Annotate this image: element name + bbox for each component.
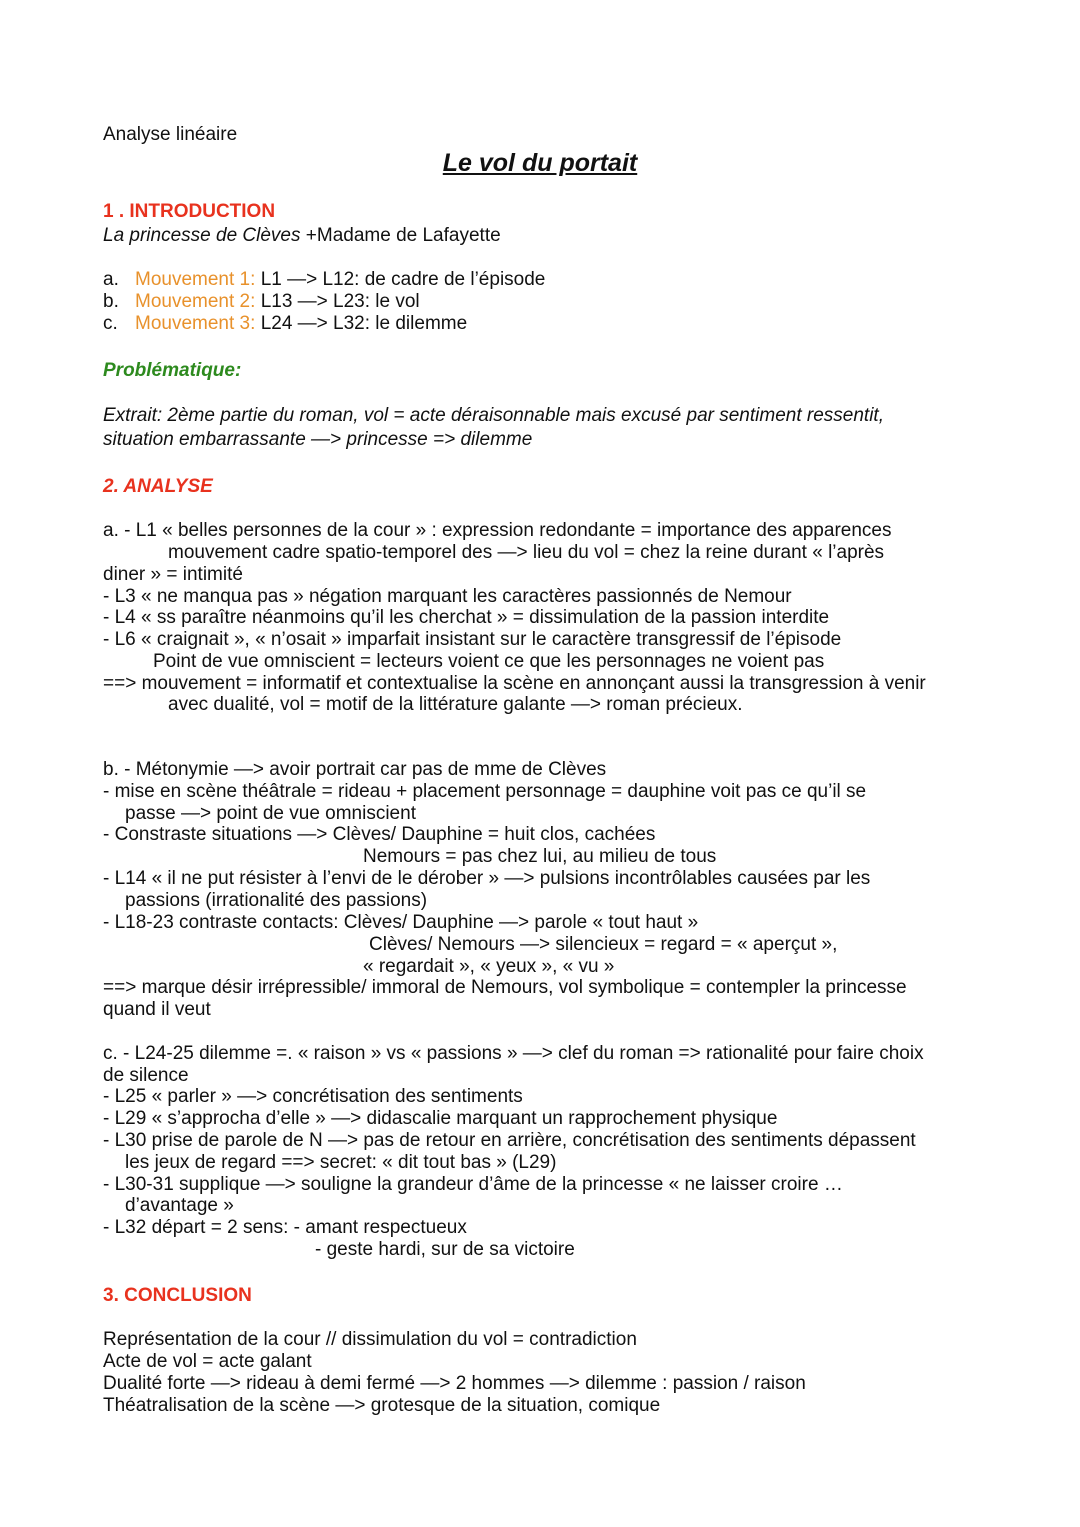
analyse-c-line: - geste hardi, sur de sa victoire [315,1239,575,1260]
conclusion-line: Théatralisation de la scène —> grotesque de la situation, comique [103,1395,661,1416]
analyse-a-line: a. - L1 « belles personnes de la cour » : expression redondante = importance des apparences [103,520,892,541]
analyse-c-line: - L25 « parler » —> concrétisation des sentiments [103,1086,523,1107]
analyse-b-line: ==> marque désir irrépressible/ immoral de Nemours, vol symbolique = contempler la princesse [103,977,907,998]
conclusion-line: Représentation de la cour // dissimulation du vol = contradiction [103,1329,637,1350]
analyse-b-line: Clèves/ Nemours —> silencieux = regard = « aperçut », [369,934,838,955]
movement-detail: L1 —> L12: de cadre de l’épisode [260,269,546,290]
introduction-work-line [103,225,501,247]
analyse-b-line: Nemours = pas chez lui, au milieu de tous [363,846,717,867]
movement-marker: c. [103,313,118,334]
introduction-heading: 1 . INTRODUCTION [103,201,276,222]
analyse-c-line: - L29 « s’approcha d’elle » —> didascalie marquant un rapprochement physique [103,1108,778,1129]
analyse-a-line: avec dualité, vol = motif de la littérature galante —> roman précieux. [168,694,743,715]
analyse-a-line: mouvement cadre spatio-temporel des —> lieu du vol = chez la reine durant « l’après [168,542,885,563]
movement-name: Mouvement 1: [135,269,256,290]
analyse-a-line: ==> mouvement = informatif et contextualise la scène en annonçant aussi la transgression à venir [103,673,926,694]
analyse-c-line: - L30-31 supplique —> souligne la grandeur d’âme de la princesse « ne laisser croire … [103,1174,843,1195]
analyse-b-line: quand il veut [103,999,211,1020]
analyse-b-line: b. - Métonymie —> avoir portrait car pas de mme de Clèves [103,759,607,780]
conclusion-heading: 3. CONCLUSION [103,1285,252,1306]
analyse-b-line: - L14 « il ne put résister à l’envi de le dérober » —> pulsions incontrôlables causées par les [103,868,871,889]
analyse-b-line: « regardait », « yeux », « vu » [363,956,615,977]
extrait-line: Extrait: 2ème partie du roman, vol = acte déraisonnable mais excusé par sentiment ressentit, [103,405,884,426]
analyse-b-line: - mise en scène théâtrale = rideau + placement personnage = dauphine voit pas ce qu’il se [103,781,867,802]
movement-item [103,313,467,335]
movement-detail: L13 —> L23: le vol [260,291,420,312]
analyse-b-line: passe —> point de vue omniscient [125,803,416,824]
analyse-c-line: les jeux de regard ==> secret: « dit tout bas » (L29) [125,1152,557,1173]
movement-item [103,269,545,291]
conclusion-line: Dualité forte —> rideau à demi fermé —> 2 hommes —> dilemme : passion / raison [103,1373,806,1394]
analyse-b-line: - L18-23 contraste contacts: Clèves/ Dauphine —> parole « tout haut » [103,912,699,933]
analyse-a-line: - L6 « craignait », « n’osait » imparfait insistant sur le caractère transgressif de l’épisode [103,629,842,650]
work-author: +Madame de Lafayette [300,225,501,246]
problematique-label: Problématique: [103,360,242,381]
movement-name: Mouvement 3: [135,313,256,334]
analyse-heading: 2. ANALYSE [103,476,213,497]
analyse-c-line: de silence [103,1065,189,1086]
document-label: Analyse linéaire [103,124,238,145]
movement-name: Mouvement 2: [135,291,256,312]
analyse-a-line: - L3 « ne manqua pas » négation marquant les caractères passionnés de Nemour [103,586,792,607]
analyse-c-line: - L30 prise de parole de N —> pas de retour en arrière, concrétisation des sentiments dépassent [103,1130,916,1151]
analyse-b-line: passions (irrationalité des passions) [125,890,428,911]
movement-marker: b. [103,291,119,312]
analyse-c-line: c. - L24-25 dilemme =. « raison » vs « passions » —> clef du roman => rationalité pour faire choix [103,1043,924,1064]
analyse-c-line: - L32 départ = 2 sens: - amant respectueux [103,1217,467,1238]
analyse-a-line: Point de vue omniscient = lecteurs voient ce que les personnages ne voient pas [153,651,825,672]
movement-detail: L24 —> L32: le dilemme [260,313,468,334]
work-title: La princesse de Clèves [103,225,301,246]
conclusion-line: Acte de vol = acte galant [103,1351,312,1372]
analyse-a-line: - L4 « ss paraître néanmoins qu’il les cherchat » = dissimulation de la passion interdite [103,607,830,628]
analyse-c-line: d’avantage » [125,1195,234,1216]
extrait-line: situation embarrassante —> princesse => dilemme [103,429,533,450]
movement-item [103,291,420,313]
document-title: Le vol du portait [442,149,638,177]
analyse-a-line: diner » = intimité [103,564,243,585]
analyse-b-line: - Constraste situations —> Clèves/ Dauphine = huit clos, cachées [103,824,656,845]
movement-marker: a. [103,269,119,290]
